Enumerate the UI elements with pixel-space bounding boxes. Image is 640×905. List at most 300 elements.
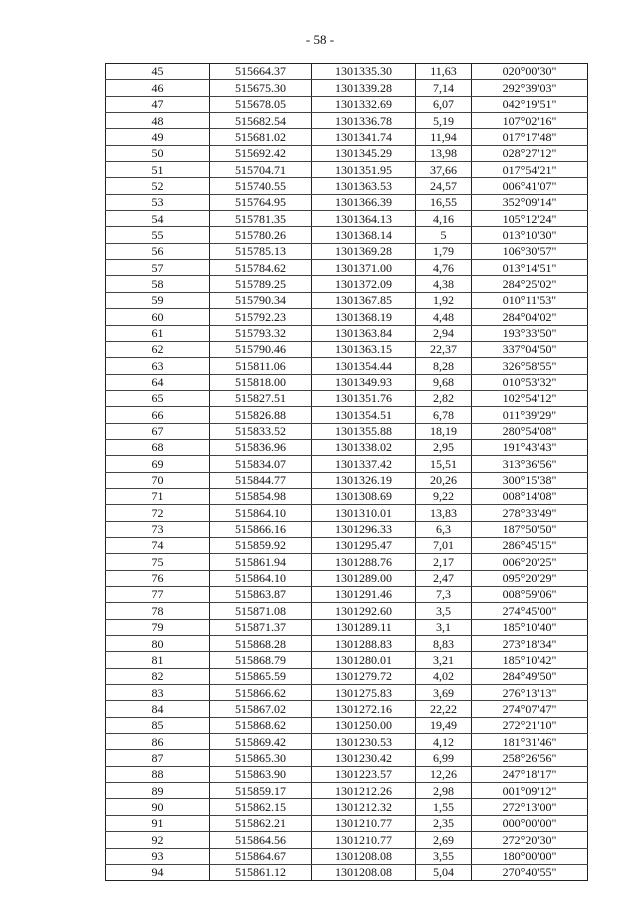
y-coordinate-cell: 1301369.28	[312, 243, 416, 259]
point-number-cell: 66	[106, 407, 210, 423]
table-row	[106, 815, 588, 831]
x-coordinate-cell: 515790.46	[210, 341, 312, 357]
direction-angle-cell: 326°58'55"	[472, 358, 588, 374]
y-coordinate-cell: 1301289.00	[312, 570, 416, 586]
direction-angle-cell: 013°14'51"	[472, 260, 588, 276]
table-row	[106, 325, 588, 341]
table-row	[106, 145, 588, 161]
distance-cell: 2,47	[416, 570, 472, 586]
distance-cell: 3,69	[416, 685, 472, 701]
direction-angle-cell: 001°09'12"	[472, 783, 588, 799]
page-number: - 58 -	[305, 32, 335, 47]
point-number-cell: 62	[106, 341, 210, 357]
x-coordinate-cell: 515862.15	[210, 799, 312, 815]
table-row	[106, 439, 588, 455]
x-coordinate-cell: 515861.94	[210, 554, 312, 570]
distance-cell: 3,5	[416, 603, 472, 619]
distance-cell: 13,83	[416, 505, 472, 521]
point-number-cell: 79	[106, 619, 210, 635]
point-number-cell: 67	[106, 423, 210, 439]
x-coordinate-cell: 515793.32	[210, 325, 312, 341]
y-coordinate-cell: 1301292.60	[312, 603, 416, 619]
x-coordinate-cell: 515844.77	[210, 472, 312, 488]
point-number-cell: 74	[106, 537, 210, 553]
direction-angle-cell: 011°39'29"	[472, 407, 588, 423]
point-number-cell: 77	[106, 587, 210, 603]
x-coordinate-cell: 515692.42	[210, 145, 312, 161]
point-number-cell: 59	[106, 292, 210, 308]
table-row	[106, 260, 588, 276]
distance-cell: 11,94	[416, 129, 472, 145]
y-coordinate-cell: 1301337.42	[312, 456, 416, 472]
x-coordinate-cell: 515818.00	[210, 374, 312, 390]
point-number-cell: 48	[106, 113, 210, 129]
y-coordinate-cell: 1301296.33	[312, 521, 416, 537]
distance-cell: 2,69	[416, 832, 472, 848]
point-number-cell: 82	[106, 668, 210, 684]
y-coordinate-cell: 1301351.76	[312, 390, 416, 406]
distance-cell: 5,04	[416, 864, 472, 880]
distance-cell: 3,55	[416, 848, 472, 864]
table-row	[106, 668, 588, 684]
point-number-cell: 73	[106, 521, 210, 537]
direction-angle-cell: 000°00'00"	[472, 815, 588, 831]
x-coordinate-cell: 515740.55	[210, 178, 312, 194]
distance-cell: 1,79	[416, 243, 472, 259]
distance-cell: 22,37	[416, 341, 472, 357]
y-coordinate-cell: 1301230.53	[312, 734, 416, 750]
direction-angle-cell: 180°00'00"	[472, 848, 588, 864]
distance-cell: 2,17	[416, 554, 472, 570]
x-coordinate-cell: 515871.37	[210, 619, 312, 635]
direction-angle-cell: 013°10'30"	[472, 227, 588, 243]
x-coordinate-cell: 515864.56	[210, 832, 312, 848]
point-number-cell: 61	[106, 325, 210, 341]
point-number-cell: 75	[106, 554, 210, 570]
y-coordinate-cell: 1301332.69	[312, 96, 416, 112]
x-coordinate-cell: 515859.92	[210, 537, 312, 553]
direction-angle-cell: 270°40'55"	[472, 864, 588, 880]
direction-angle-cell: 095°20'29"	[472, 570, 588, 586]
point-number-cell: 71	[106, 488, 210, 504]
table-row	[106, 505, 588, 521]
x-coordinate-cell: 515826.88	[210, 407, 312, 423]
table-row	[106, 587, 588, 603]
table-row	[106, 488, 588, 504]
distance-cell: 2,94	[416, 325, 472, 341]
y-coordinate-cell: 1301288.76	[312, 554, 416, 570]
distance-cell: 3,21	[416, 652, 472, 668]
y-coordinate-cell: 1301272.16	[312, 701, 416, 717]
x-coordinate-cell: 515785.13	[210, 243, 312, 259]
point-number-cell: 47	[106, 96, 210, 112]
direction-angle-cell: 313°36'56"	[472, 456, 588, 472]
direction-angle-cell: 247°18'17"	[472, 766, 588, 782]
y-coordinate-cell: 1301363.15	[312, 341, 416, 357]
y-coordinate-cell: 1301310.01	[312, 505, 416, 521]
y-coordinate-cell: 1301335.30	[312, 64, 416, 80]
point-number-cell: 58	[106, 276, 210, 292]
distance-cell: 15,51	[416, 456, 472, 472]
distance-cell: 22,22	[416, 701, 472, 717]
distance-cell: 2,98	[416, 783, 472, 799]
direction-angle-cell: 187°50'50"	[472, 521, 588, 537]
y-coordinate-cell: 1301339.28	[312, 80, 416, 96]
direction-angle-cell: 272°21'10"	[472, 717, 588, 733]
y-coordinate-cell: 1301368.19	[312, 309, 416, 325]
table-row	[106, 652, 588, 668]
y-coordinate-cell: 1301354.44	[312, 358, 416, 374]
y-coordinate-cell: 1301279.72	[312, 668, 416, 684]
direction-angle-cell: 010°53'32"	[472, 374, 588, 390]
coordinates-table-body	[106, 64, 588, 881]
direction-angle-cell: 300°15'38"	[472, 472, 588, 488]
x-coordinate-cell: 515868.79	[210, 652, 312, 668]
direction-angle-cell: 010°11'53"	[472, 292, 588, 308]
point-number-cell: 46	[106, 80, 210, 96]
x-coordinate-cell: 515678.05	[210, 96, 312, 112]
direction-angle-cell: 020°00'30"	[472, 64, 588, 80]
point-number-cell: 55	[106, 227, 210, 243]
table-row	[106, 292, 588, 308]
y-coordinate-cell: 1301250.00	[312, 717, 416, 733]
table-row	[106, 554, 588, 570]
point-number-cell: 51	[106, 162, 210, 178]
table-row	[106, 832, 588, 848]
direction-angle-cell: 191°43'43"	[472, 439, 588, 455]
distance-cell: 37,66	[416, 162, 472, 178]
point-number-cell: 87	[106, 750, 210, 766]
point-number-cell: 89	[106, 783, 210, 799]
table-row	[106, 309, 588, 325]
direction-angle-cell: 284°04'02"	[472, 309, 588, 325]
y-coordinate-cell: 1301288.83	[312, 636, 416, 652]
table-row	[106, 864, 588, 880]
direction-angle-cell: 185°10'42"	[472, 652, 588, 668]
y-coordinate-cell: 1301230.42	[312, 750, 416, 766]
y-coordinate-cell: 1301364.13	[312, 211, 416, 227]
table-row	[106, 211, 588, 227]
point-number-cell: 80	[106, 636, 210, 652]
distance-cell: 19,49	[416, 717, 472, 733]
table-row	[106, 113, 588, 129]
point-number-cell: 91	[106, 815, 210, 831]
distance-cell: 8,83	[416, 636, 472, 652]
table-row	[106, 456, 588, 472]
y-coordinate-cell: 1301208.08	[312, 864, 416, 880]
distance-cell: 3,1	[416, 619, 472, 635]
x-coordinate-cell: 515833.52	[210, 423, 312, 439]
direction-angle-cell: 008°59'06"	[472, 587, 588, 603]
point-number-cell: 60	[106, 309, 210, 325]
point-number-cell: 72	[106, 505, 210, 521]
y-coordinate-cell: 1301367.85	[312, 292, 416, 308]
direction-angle-cell: 284°25'02"	[472, 276, 588, 292]
point-number-cell: 49	[106, 129, 210, 145]
direction-angle-cell: 273°18'34"	[472, 636, 588, 652]
distance-cell: 4,12	[416, 734, 472, 750]
point-number-cell: 54	[106, 211, 210, 227]
direction-angle-cell: 106°30'57"	[472, 243, 588, 259]
direction-angle-cell: 008°14'08"	[472, 488, 588, 504]
x-coordinate-cell: 515784.62	[210, 260, 312, 276]
point-number-cell: 86	[106, 734, 210, 750]
point-number-cell: 45	[106, 64, 210, 80]
table-row	[106, 227, 588, 243]
y-coordinate-cell: 1301363.53	[312, 178, 416, 194]
distance-cell: 7,01	[416, 537, 472, 553]
distance-cell: 5	[416, 227, 472, 243]
x-coordinate-cell: 515827.51	[210, 390, 312, 406]
distance-cell: 6,07	[416, 96, 472, 112]
table-row	[106, 619, 588, 635]
x-coordinate-cell: 515865.30	[210, 750, 312, 766]
table-row	[106, 276, 588, 292]
direction-angle-cell: 337°04'50"	[472, 341, 588, 357]
x-coordinate-cell: 515867.02	[210, 701, 312, 717]
distance-cell: 12,26	[416, 766, 472, 782]
point-number-cell: 93	[106, 848, 210, 864]
y-coordinate-cell: 1301326.19	[312, 472, 416, 488]
x-coordinate-cell: 515859.17	[210, 783, 312, 799]
direction-angle-cell: 258°26'56"	[472, 750, 588, 766]
x-coordinate-cell: 515681.02	[210, 129, 312, 145]
point-number-cell: 92	[106, 832, 210, 848]
direction-angle-cell: 105°12'24"	[472, 211, 588, 227]
x-coordinate-cell: 515790.34	[210, 292, 312, 308]
y-coordinate-cell: 1301289.11	[312, 619, 416, 635]
direction-angle-cell: 193°33'50"	[472, 325, 588, 341]
y-coordinate-cell: 1301336.78	[312, 113, 416, 129]
x-coordinate-cell: 515865.59	[210, 668, 312, 684]
x-coordinate-cell: 515682.54	[210, 113, 312, 129]
distance-cell: 5,19	[416, 113, 472, 129]
coordinates-table	[105, 63, 588, 881]
table-row	[106, 766, 588, 782]
direction-angle-cell: 278°33'49"	[472, 505, 588, 521]
x-coordinate-cell: 515864.10	[210, 570, 312, 586]
y-coordinate-cell: 1301308.69	[312, 488, 416, 504]
x-coordinate-cell: 515862.21	[210, 815, 312, 831]
y-coordinate-cell: 1301355.88	[312, 423, 416, 439]
direction-angle-cell: 284°49'50"	[472, 668, 588, 684]
x-coordinate-cell: 515868.62	[210, 717, 312, 733]
x-coordinate-cell: 515764.95	[210, 194, 312, 210]
table-row	[106, 64, 588, 80]
y-coordinate-cell: 1301208.08	[312, 848, 416, 864]
direction-angle-cell: 292°39'03"	[472, 80, 588, 96]
x-coordinate-cell: 515811.06	[210, 358, 312, 374]
point-number-cell: 50	[106, 145, 210, 161]
point-number-cell: 53	[106, 194, 210, 210]
table-row	[106, 701, 588, 717]
point-number-cell: 78	[106, 603, 210, 619]
direction-angle-cell: 181°31'46"	[472, 734, 588, 750]
table-row	[106, 685, 588, 701]
table-row	[106, 407, 588, 423]
point-number-cell: 63	[106, 358, 210, 374]
x-coordinate-cell: 515868.28	[210, 636, 312, 652]
y-coordinate-cell: 1301363.84	[312, 325, 416, 341]
table-row	[106, 358, 588, 374]
distance-cell: 4,48	[416, 309, 472, 325]
table-row	[106, 521, 588, 537]
table-row	[106, 603, 588, 619]
distance-cell: 24,57	[416, 178, 472, 194]
distance-cell: 9,22	[416, 488, 472, 504]
point-number-cell: 81	[106, 652, 210, 668]
direction-angle-cell: 276°13'13"	[472, 685, 588, 701]
x-coordinate-cell: 515866.62	[210, 685, 312, 701]
distance-cell: 6,3	[416, 521, 472, 537]
distance-cell: 13,98	[416, 145, 472, 161]
distance-cell: 1,92	[416, 292, 472, 308]
y-coordinate-cell: 1301341.74	[312, 129, 416, 145]
x-coordinate-cell: 515869.42	[210, 734, 312, 750]
distance-cell: 6,78	[416, 407, 472, 423]
table-row	[106, 80, 588, 96]
y-coordinate-cell: 1301345.29	[312, 145, 416, 161]
x-coordinate-cell: 515861.12	[210, 864, 312, 880]
distance-cell: 6,99	[416, 750, 472, 766]
x-coordinate-cell: 515792.23	[210, 309, 312, 325]
point-number-cell: 83	[106, 685, 210, 701]
point-number-cell: 85	[106, 717, 210, 733]
x-coordinate-cell: 515863.90	[210, 766, 312, 782]
table-row	[106, 423, 588, 439]
y-coordinate-cell: 1301291.46	[312, 587, 416, 603]
x-coordinate-cell: 515871.08	[210, 603, 312, 619]
table-row	[106, 390, 588, 406]
table-row	[106, 783, 588, 799]
y-coordinate-cell: 1301280.01	[312, 652, 416, 668]
point-number-cell: 56	[106, 243, 210, 259]
point-number-cell: 84	[106, 701, 210, 717]
direction-angle-cell: 107°02'16"	[472, 113, 588, 129]
table-row	[106, 717, 588, 733]
y-coordinate-cell: 1301212.26	[312, 783, 416, 799]
x-coordinate-cell: 515854.98	[210, 488, 312, 504]
table-row	[106, 848, 588, 864]
direction-angle-cell: 272°13'00"	[472, 799, 588, 815]
x-coordinate-cell: 515789.25	[210, 276, 312, 292]
direction-angle-cell: 185°10'40"	[472, 619, 588, 635]
distance-cell: 18,19	[416, 423, 472, 439]
direction-angle-cell: 017°54'21"	[472, 162, 588, 178]
direction-angle-cell: 102°54'12"	[472, 390, 588, 406]
distance-cell: 4,76	[416, 260, 472, 276]
y-coordinate-cell: 1301338.02	[312, 439, 416, 455]
table-row	[106, 750, 588, 766]
table-row	[106, 472, 588, 488]
table-row	[106, 243, 588, 259]
distance-cell: 2,95	[416, 439, 472, 455]
y-coordinate-cell: 1301372.09	[312, 276, 416, 292]
table-row	[106, 178, 588, 194]
distance-cell: 4,38	[416, 276, 472, 292]
y-coordinate-cell: 1301212.32	[312, 799, 416, 815]
table-row	[106, 570, 588, 586]
distance-cell: 4,16	[416, 211, 472, 227]
direction-angle-cell: 028°27'12"	[472, 145, 588, 161]
direction-angle-cell: 286°45'15"	[472, 537, 588, 553]
x-coordinate-cell: 515675.30	[210, 80, 312, 96]
distance-cell: 2,82	[416, 390, 472, 406]
x-coordinate-cell: 515780.26	[210, 227, 312, 243]
y-coordinate-cell: 1301354.51	[312, 407, 416, 423]
x-coordinate-cell: 515864.10	[210, 505, 312, 521]
table-row	[106, 129, 588, 145]
direction-angle-cell: 274°07'47"	[472, 701, 588, 717]
direction-angle-cell: 280°54'08"	[472, 423, 588, 439]
direction-angle-cell: 042°19'51"	[472, 96, 588, 112]
distance-cell: 20,26	[416, 472, 472, 488]
x-coordinate-cell: 515834.07	[210, 456, 312, 472]
y-coordinate-cell: 1301210.77	[312, 815, 416, 831]
y-coordinate-cell: 1301368.14	[312, 227, 416, 243]
x-coordinate-cell: 515704.71	[210, 162, 312, 178]
point-number-cell: 69	[106, 456, 210, 472]
direction-angle-cell: 006°41'07"	[472, 178, 588, 194]
table-row	[106, 374, 588, 390]
y-coordinate-cell: 1301295.47	[312, 537, 416, 553]
distance-cell: 1,55	[416, 799, 472, 815]
point-number-cell: 64	[106, 374, 210, 390]
table-row	[106, 799, 588, 815]
y-coordinate-cell: 1301210.77	[312, 832, 416, 848]
table-row	[106, 734, 588, 750]
distance-cell: 7,14	[416, 80, 472, 96]
y-coordinate-cell: 1301371.00	[312, 260, 416, 276]
direction-angle-cell: 272°20'30"	[472, 832, 588, 848]
y-coordinate-cell: 1301349.93	[312, 374, 416, 390]
x-coordinate-cell: 515664.37	[210, 64, 312, 80]
x-coordinate-cell: 515836.96	[210, 439, 312, 455]
direction-angle-cell: 274°45'00"	[472, 603, 588, 619]
table-row	[106, 162, 588, 178]
direction-angle-cell: 352°09'14"	[472, 194, 588, 210]
y-coordinate-cell: 1301366.39	[312, 194, 416, 210]
table-row	[106, 96, 588, 112]
distance-cell: 7,3	[416, 587, 472, 603]
y-coordinate-cell: 1301223.57	[312, 766, 416, 782]
direction-angle-cell: 017°17'48"	[472, 129, 588, 145]
distance-cell: 2,35	[416, 815, 472, 831]
distance-cell: 16,55	[416, 194, 472, 210]
x-coordinate-cell: 515864.67	[210, 848, 312, 864]
x-coordinate-cell: 515781.35	[210, 211, 312, 227]
y-coordinate-cell: 1301275.83	[312, 685, 416, 701]
table-row	[106, 636, 588, 652]
point-number-cell: 70	[106, 472, 210, 488]
point-number-cell: 88	[106, 766, 210, 782]
x-coordinate-cell: 515863.87	[210, 587, 312, 603]
point-number-cell: 52	[106, 178, 210, 194]
point-number-cell: 76	[106, 570, 210, 586]
distance-cell: 11,63	[416, 64, 472, 80]
point-number-cell: 68	[106, 439, 210, 455]
distance-cell: 8,28	[416, 358, 472, 374]
distance-cell: 9,68	[416, 374, 472, 390]
point-number-cell: 94	[106, 864, 210, 880]
direction-angle-cell: 006°20'25"	[472, 554, 588, 570]
table-row	[106, 194, 588, 210]
table-row	[106, 537, 588, 553]
table-row	[106, 341, 588, 357]
distance-cell: 4,02	[416, 668, 472, 684]
x-coordinate-cell: 515866.16	[210, 521, 312, 537]
point-number-cell: 57	[106, 260, 210, 276]
